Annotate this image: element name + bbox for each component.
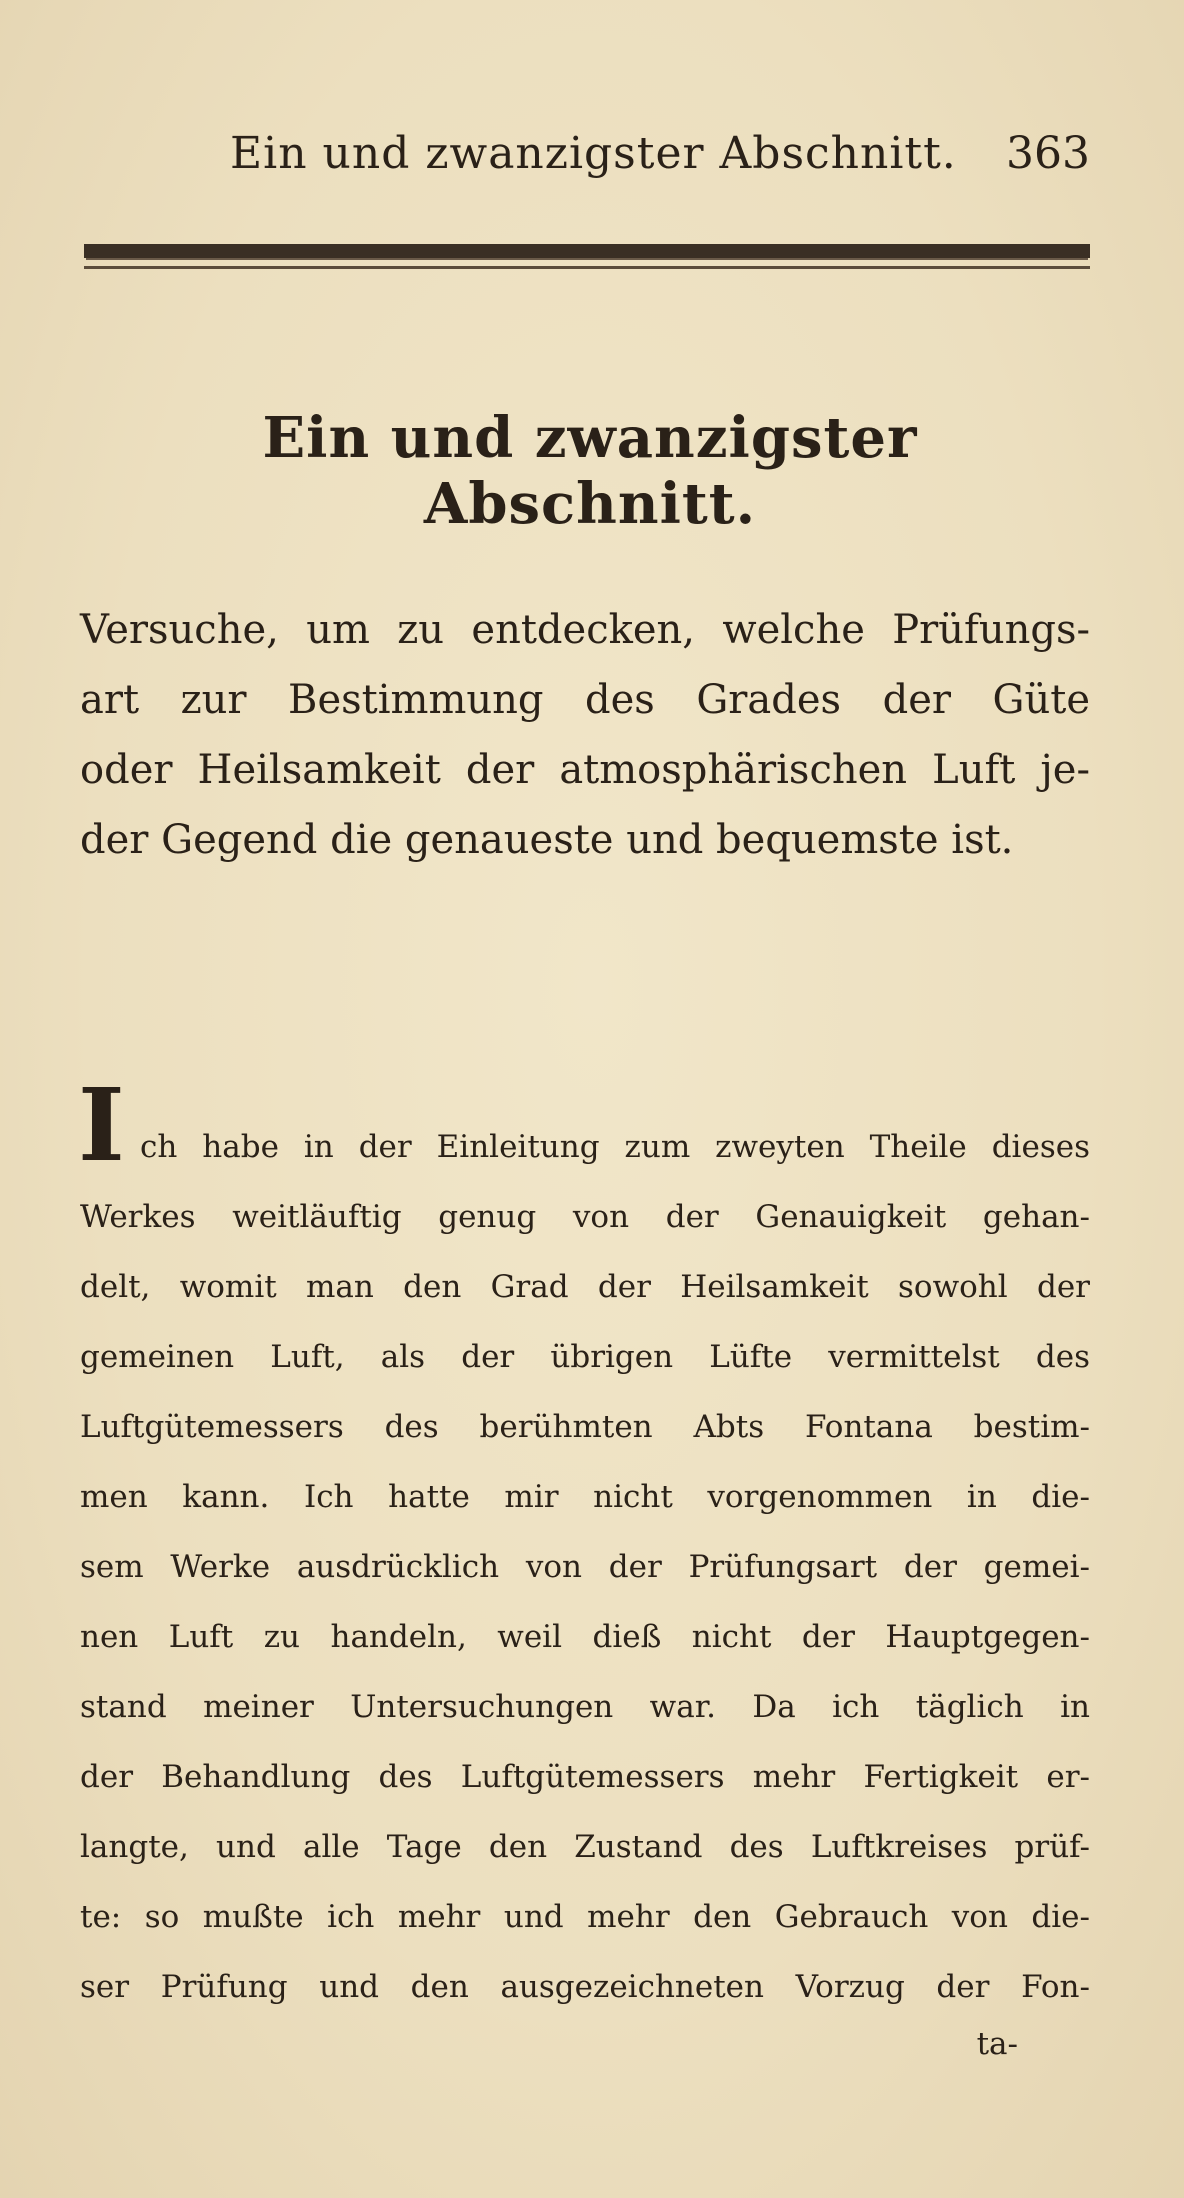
subtitle-line: Versuche, um zu entdecken, welche Prüfungs-	[80, 607, 1090, 653]
catchword: ta-	[976, 2026, 1018, 2062]
body-line: Werkes weitläuftig genug von der Genauigkeit gehan-	[80, 1199, 1090, 1235]
header-rule-thin	[84, 266, 1090, 269]
subtitle-line: art zur Bestimmung des Grades der Güte	[80, 677, 1090, 723]
section-subtitle	[80, 595, 1090, 875]
body-line: Luftgütemessers des berühmten Abts Fontana bestim-	[80, 1409, 1090, 1445]
body-line: stand meiner Untersuchungen war. Da ich täglich in	[80, 1689, 1090, 1725]
page-number: 363	[1006, 128, 1090, 179]
body-line: der Behandlung des Luftgütemessers mehr Fertigkeit er-	[80, 1759, 1090, 1795]
body-line: men kann. Ich hatte mir nicht vorgenommen in die-	[80, 1479, 1090, 1515]
running-head: Ein und zwanzigster Abschnitt.	[230, 128, 957, 179]
page-header	[230, 128, 1090, 188]
subtitle-line: oder Heilsamkeit der atmosphärischen Luft je-	[80, 747, 1090, 793]
body-paragraph	[80, 1112, 1090, 2022]
drop-cap: I	[78, 1066, 125, 1184]
body-line: ch habe in der Einleitung zum zweyten Theile dieses	[140, 1129, 1090, 1165]
body-line: te: so mußte ich mehr und mehr den Gebrauch von die-	[80, 1899, 1090, 1935]
body-line: gemeinen Luft, als der übrigen Lüfte vermittelst des	[80, 1339, 1090, 1375]
body-line: sem Werke ausdrücklich von der Prüfungsart der gemei-	[80, 1549, 1090, 1585]
subtitle-line: der Gegend die genaueste und bequemste ist.	[80, 817, 1014, 863]
section-title: Ein und zwanzigster Abschnitt.	[262, 405, 918, 537]
body-line: ser Prüfung und den ausgezeichneten Vorzug der Fon-	[80, 1969, 1090, 2005]
body-line: delt, womit man den Grad der Heilsamkeit sowohl der	[80, 1269, 1090, 1305]
body-line: nen Luft zu handeln, weil dieß nicht der Hauptgegen-	[80, 1619, 1090, 1655]
body-line: langte, und alle Tage den Zustand des Luftkreises prüf-	[80, 1829, 1090, 1865]
header-rule	[84, 244, 1090, 258]
